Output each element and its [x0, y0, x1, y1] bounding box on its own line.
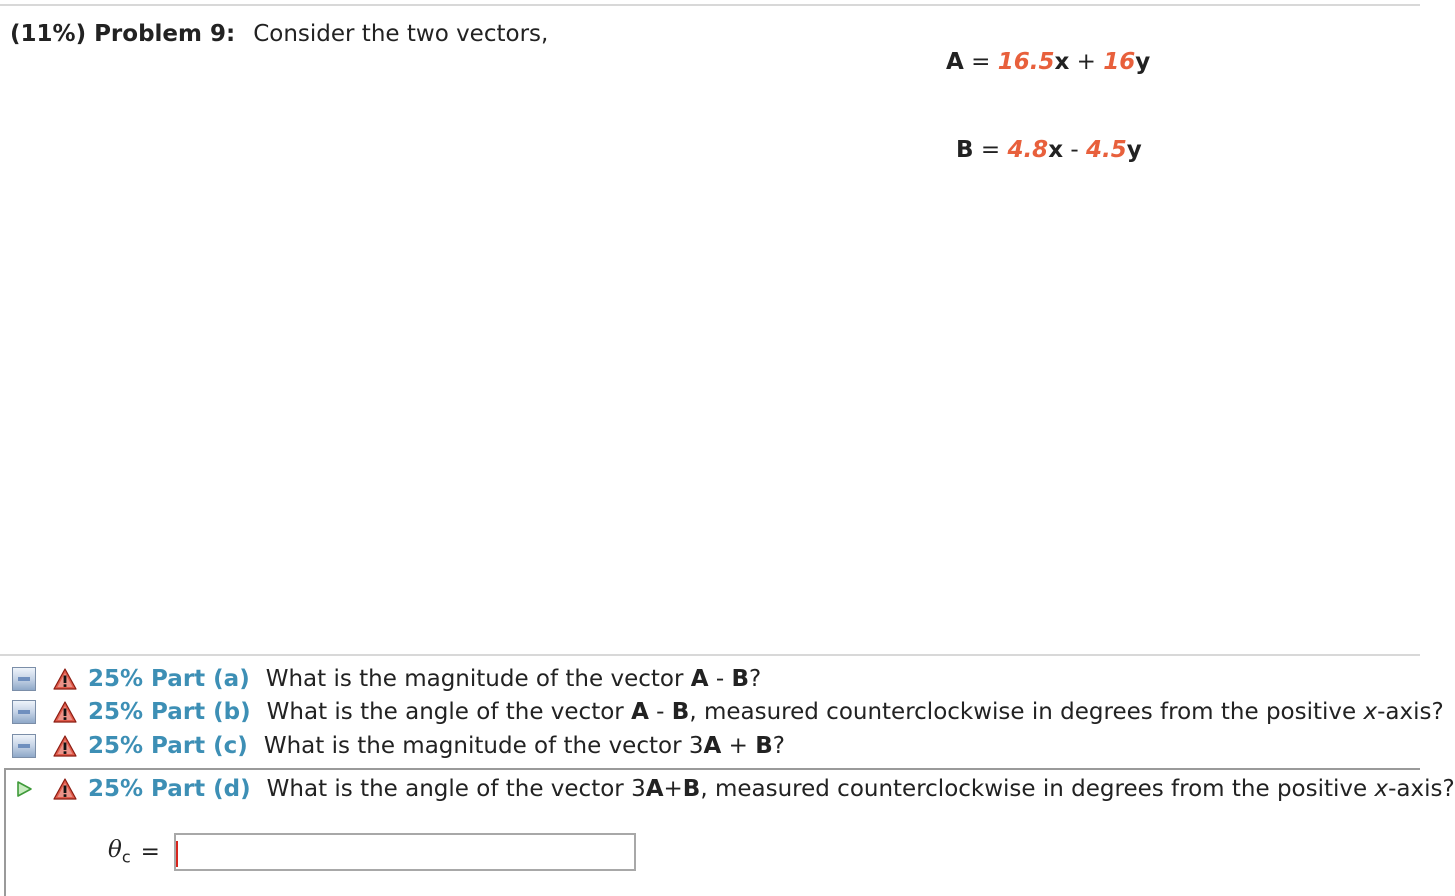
warning-icon	[52, 734, 78, 758]
vector-b-operator: -	[1070, 137, 1079, 163]
problem-weight: (11%)	[10, 21, 87, 47]
vector-b-definition	[956, 136, 1142, 164]
part-b-vector-1: A	[631, 699, 649, 725]
text-caret	[176, 841, 178, 867]
part-b-vector-2: B	[671, 699, 690, 725]
part-a-question	[266, 666, 762, 692]
warning-icon	[52, 700, 78, 724]
parts-divider	[0, 654, 1420, 656]
problem-intro: Consider the two vectors,	[253, 21, 549, 47]
part-c-status-icon[interactable]	[12, 734, 36, 758]
part-d-vector-1: A	[645, 776, 664, 802]
vector-b-x-coefficient: 4.8	[1007, 137, 1049, 163]
vector-a-equals: =	[971, 49, 991, 75]
vector-b-equals: =	[980, 137, 1001, 163]
play-arrow-icon[interactable]	[12, 777, 36, 801]
part-d-label[interactable]: 25% Part (d)	[88, 776, 251, 802]
part-c-question-text: What is the magnitude of the vector 3	[263, 733, 704, 759]
part-a-vector-1: A	[690, 666, 709, 692]
part-b-question-text: What is the angle of the vector	[266, 699, 632, 725]
part-d-question-end: -axis?	[1388, 776, 1455, 802]
part-d-question-text: What is the angle of the vector 3	[266, 776, 646, 802]
part-d-row[interactable]	[12, 775, 1455, 803]
part-a-question-end: ?	[749, 666, 762, 692]
part-b-axis: x	[1363, 699, 1378, 725]
part-c-row[interactable]	[12, 732, 785, 760]
vector-a-name: A	[946, 49, 964, 75]
part-c-vector-1: A	[703, 733, 722, 759]
part-c-question	[264, 733, 785, 759]
answer-row	[108, 832, 636, 872]
part-d-operator: +	[663, 776, 683, 802]
part-d-axis: x	[1374, 776, 1389, 802]
theta-subscript: c	[121, 847, 131, 867]
answer-input[interactable]	[174, 833, 636, 871]
part-b-row[interactable]	[12, 698, 1444, 726]
part-c-operator: +	[721, 733, 756, 759]
vector-a-x-coefficient: 16.5	[997, 49, 1055, 75]
vector-b-x-unit: x	[1048, 137, 1064, 163]
part-b-question-middle: , measured counterclockwise in degrees from the positive	[689, 699, 1364, 725]
problem-number: Problem 9:	[94, 21, 236, 47]
vector-a-operator: +	[1076, 49, 1096, 75]
part-a-vector-2: B	[731, 666, 749, 692]
answer-equals: =	[140, 839, 160, 865]
part-b-status-icon[interactable]	[12, 700, 36, 724]
vector-a-x-unit: x	[1054, 49, 1070, 75]
part-b-question	[267, 699, 1444, 725]
part-b-operator: -	[648, 699, 672, 725]
vector-b-name: B	[956, 137, 974, 163]
vector-a-definition	[946, 48, 1150, 76]
vector-a-y-coefficient: 16	[1103, 49, 1136, 75]
part-c-question-end: ?	[772, 733, 785, 759]
part-a-status-icon[interactable]	[12, 667, 36, 691]
vector-b-y-coefficient: 4.5	[1085, 137, 1127, 163]
top-divider	[0, 4, 1420, 6]
problem-header	[10, 20, 548, 48]
part-c-label[interactable]: 25% Part (c)	[88, 733, 248, 759]
part-a-operator: -	[708, 666, 732, 692]
theta-symbol: θ	[108, 837, 122, 864]
part-c-vector-2: B	[755, 733, 773, 759]
part-d-question	[267, 776, 1455, 802]
part-a-question-text: What is the magnitude of the vector	[265, 666, 691, 692]
part-b-question-end: -axis?	[1377, 699, 1444, 725]
part-a-row[interactable]	[12, 665, 761, 693]
part-b-label[interactable]: 25% Part (b)	[88, 699, 251, 725]
answer-variable-label	[108, 837, 131, 867]
part-a-label[interactable]: 25% Part (a)	[88, 666, 250, 692]
part-d-question-middle: , measured counterclockwise in degrees from the positive	[700, 776, 1375, 802]
vector-a-y-unit: y	[1135, 49, 1151, 75]
vector-b-y-unit: y	[1126, 137, 1142, 163]
warning-icon	[52, 667, 78, 691]
warning-icon	[52, 777, 78, 801]
part-d-vector-2: B	[682, 776, 701, 802]
